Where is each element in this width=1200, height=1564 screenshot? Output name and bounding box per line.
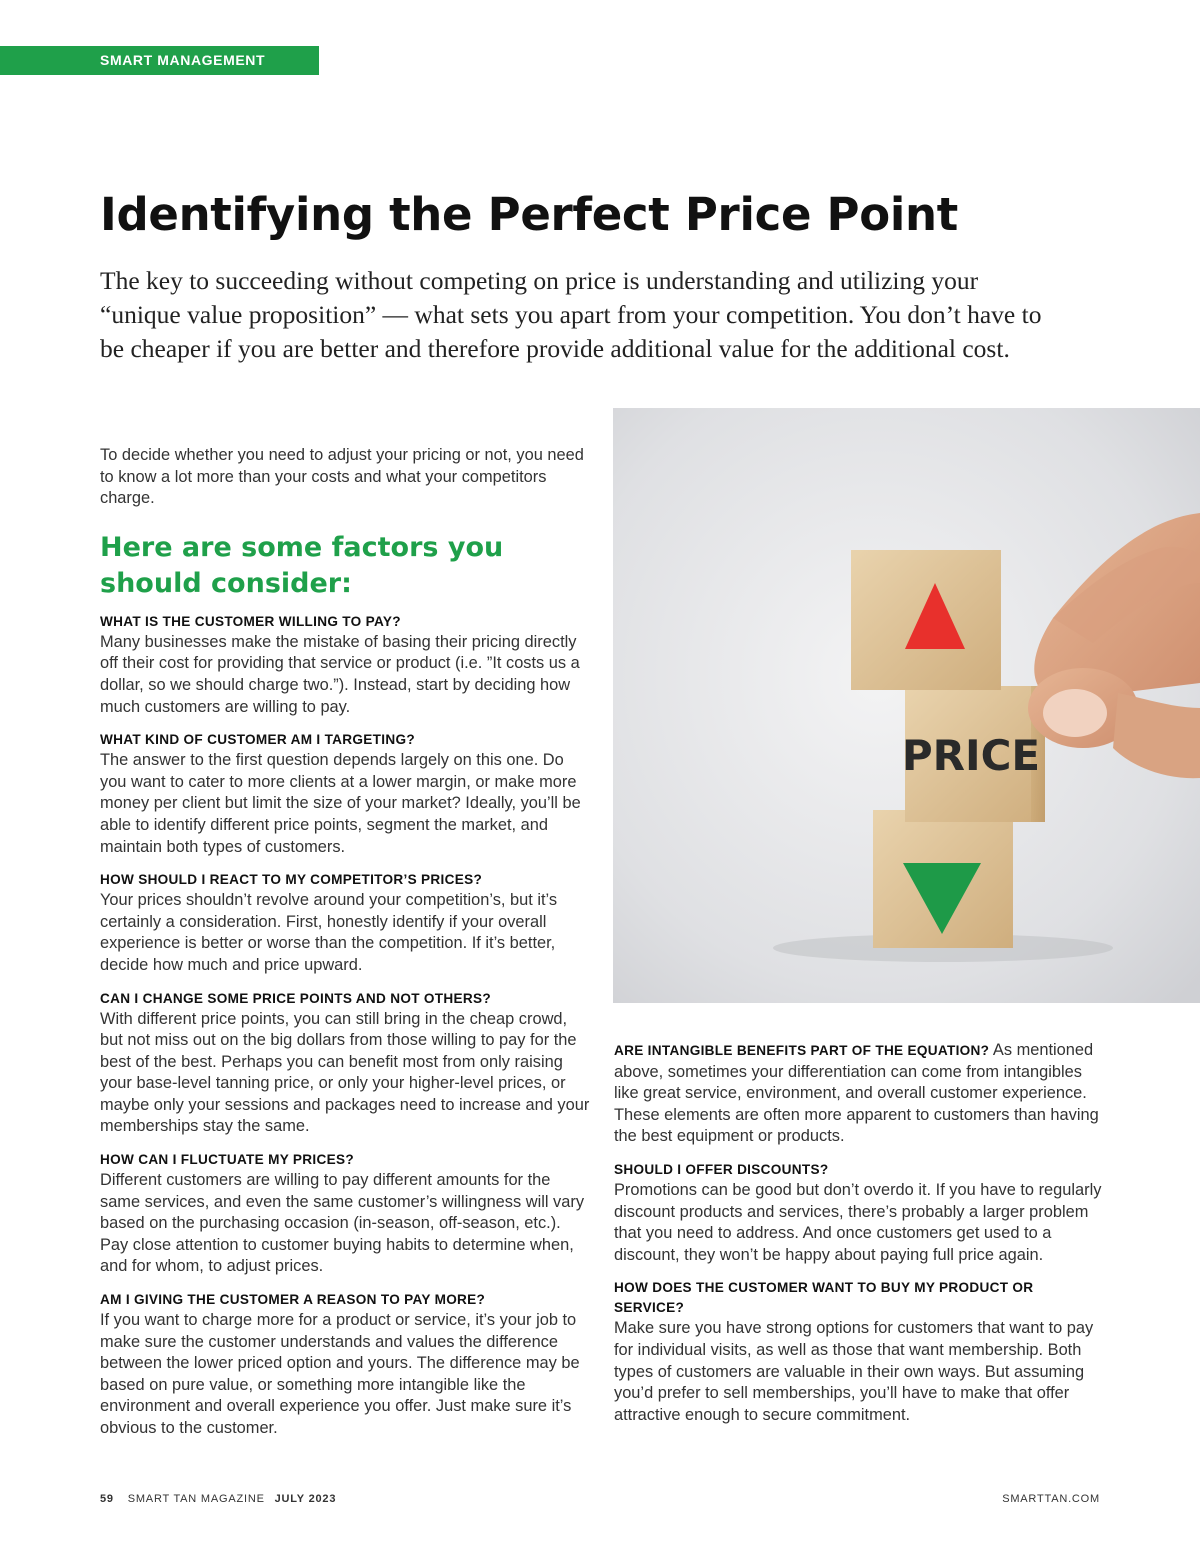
- factor-question: CAN I CHANGE SOME PRICE POINTS AND NOT OTHERS?: [100, 990, 491, 1006]
- factor-question: WHAT IS THE CUSTOMER WILLING TO PAY?: [100, 613, 401, 629]
- factor-question: AM I GIVING THE CUSTOMER A REASON TO PAY MORE?: [100, 1292, 486, 1308]
- factor-question: HOW DOES THE CUSTOMER WANT TO BUY MY PRODUCT OR SERVICE?: [614, 1280, 1034, 1316]
- factor-answer: Many businesses make the mistake of basing their pricing directly off their cost for providing that service or product (i.e. ”It costs us a dollar, so we should charge two.”). Instead, start by deciding how much customers are willing to pay.: [100, 632, 580, 716]
- factor-answer: The answer to the first question depends largely on this one. Do you want to cater to more clients at a lower margin, or make more money per client but limit the size of your market? Ideally, you’ll be able to identify different price points, segment the market, and maintain both types of customers.: [100, 751, 581, 856]
- factor-answer: Promotions can be good but don’t overdo it. If you have to regularly discount products and services, there’s probably a larger problem that you need to address. And once customers get used to a discount, they won’t be happy about paying full price again.: [614, 1180, 1102, 1264]
- factor-answer: Your prices shouldn’t revolve around your competition’s, but it’s certainly a consideration. First, honestly identify if your overall experience is better or worse than the competition. If it’s better, decide how much and price upward.: [100, 891, 558, 974]
- top-block: [851, 550, 1001, 690]
- factor-item: [100, 1290, 590, 1440]
- factor-item: [614, 1160, 1110, 1266]
- middle-block: [902, 686, 1045, 822]
- factor-item: [100, 730, 590, 858]
- article-deck: The key to succeeding without competing on price is understanding and utilizing your “unique value proposition” — what sets you apart from your competition. You don’t have to be cheaper if you are better and therefore provide additional value for the additional cost.: [100, 266, 1042, 364]
- factor-question: HOW CAN I FLUCTUATE MY PRICES?: [100, 1152, 354, 1168]
- factor-answer: If you want to charge more for a product or service, it’s your job to make sure the customer understands and values the difference between the lower priced option and yours. The difference may be based on pure value, or something more intangible like the environment and overall experience you offer. Just make sure it’s obvious to the customer.: [100, 1311, 580, 1437]
- page-footer: [100, 1493, 1100, 1505]
- factor-question: WHAT KIND OF CUSTOMER AM I TARGETING?: [100, 732, 415, 748]
- factor-item: [614, 1040, 1110, 1148]
- factor-answer: Make sure you have strong options for customers that want to pay for individual visits, as well as those that want membership. Both types of customers are valuable in their own ways. But assuming you’d prefer to sell memberships, you’ll have to make that offer attractive enough to secure commitment.: [614, 1319, 1094, 1424]
- factor-item: [100, 1150, 590, 1278]
- left-column: [100, 445, 590, 1452]
- website-link[interactable]: SMARTTAN.COM: [1002, 1493, 1100, 1505]
- bottom-block: [873, 810, 1013, 948]
- factor-item: [100, 612, 590, 718]
- factor-item: [100, 870, 590, 976]
- page-number: 59: [100, 1493, 114, 1505]
- section-tag: SMART MANAGEMENT: [0, 46, 319, 75]
- factor-question: HOW SHOULD I REACT TO MY COMPETITOR’S PRICES?: [100, 872, 483, 888]
- intro-paragraph: To decide whether you need to adjust your pricing or not, you need to know a lot more than your costs and what your competitors charge.: [100, 446, 584, 508]
- article-title: Identifying the Perfect Price Point: [100, 188, 958, 241]
- right-column: [614, 1040, 1110, 1438]
- factor-item: [100, 989, 590, 1139]
- price-blocks-photo: [613, 408, 1200, 1003]
- factor-answer: Different customers are willing to pay different amounts for the same services, and even the same customer’s willingness will vary based on the purchasing occasion (in-season, off-season, etc.). Pay close attention to customer buying habits to determine when, and for whom, to adjust prices.: [100, 1171, 585, 1276]
- factor-item: [614, 1278, 1110, 1426]
- factor-answer: With different price points, you can still bring in the cheap crowd, but not miss out on the big dollars from those willing to pay for the best of the best. Perhaps you can benefit most from only raising your base-level tanning price, or only your higher-level prices, or maybe only your sessions and packages need to increase and your memberships stay the same.: [100, 1009, 590, 1136]
- magazine-name: SMART TAN MAGAZINE: [127, 1493, 265, 1505]
- issue-date: JULY 2023: [274, 1493, 337, 1505]
- factor-question: SHOULD I OFFER DISCOUNTS?: [614, 1161, 829, 1177]
- price-block-label: PRICE: [901, 731, 1041, 780]
- factor-question: ARE INTANGIBLE BENEFITS PART OF THE EQUATION?: [614, 1043, 990, 1058]
- factors-heading: Here are some factors you should consider:: [100, 531, 504, 599]
- factor-answer: As mentioned above, sometimes your differentiation can come from intangibles like great service, environment, and overall customer experience. These elements are often more apparent to customers than having the best equipment or products.: [614, 1041, 1099, 1146]
